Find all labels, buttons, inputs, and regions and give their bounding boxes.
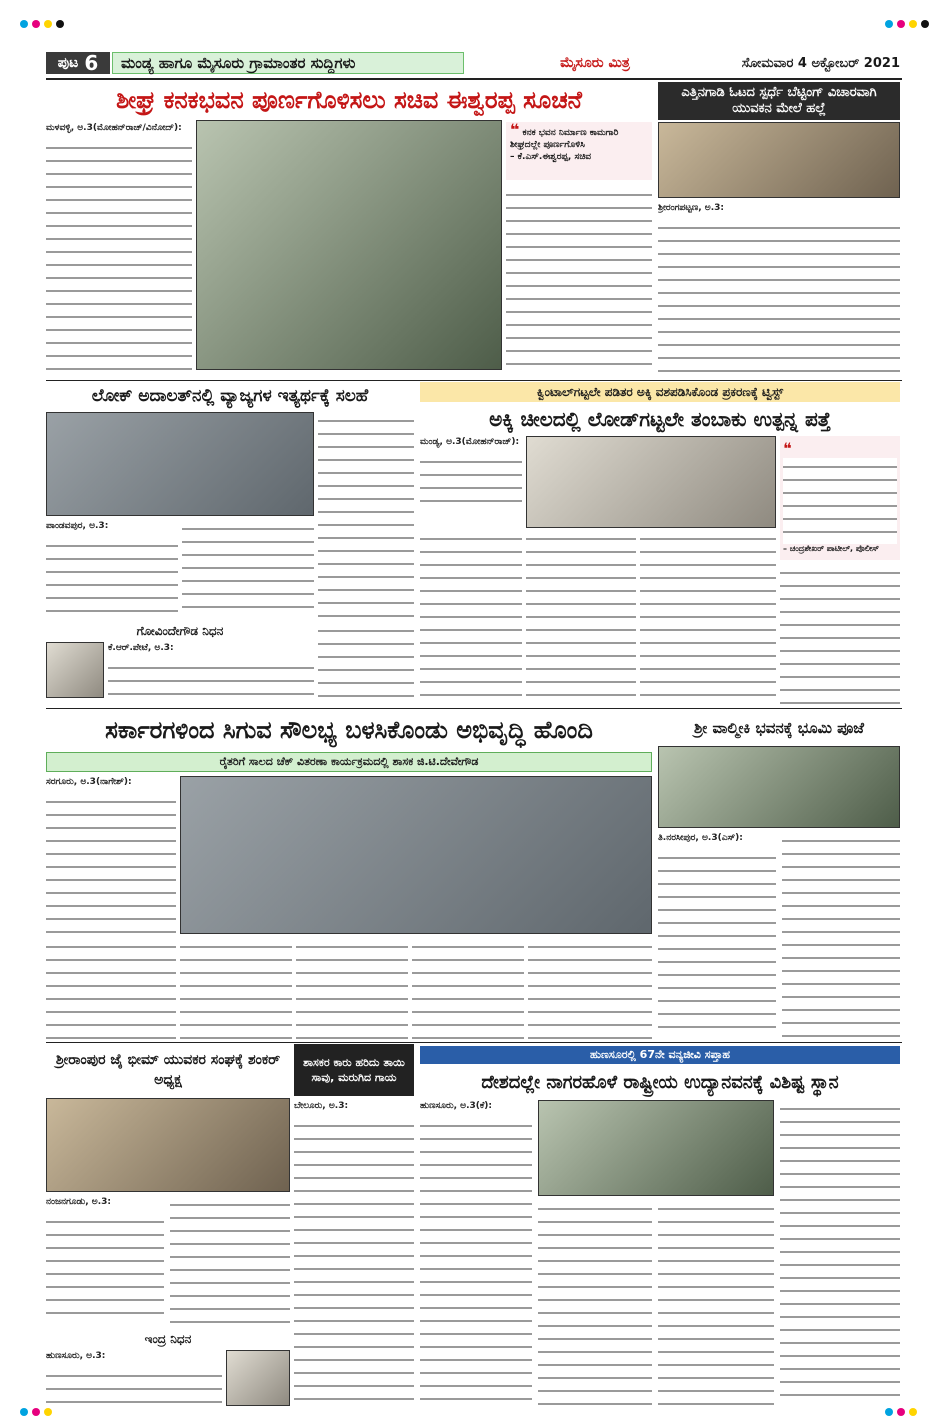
article-schemes-col3 [296,938,408,1040]
kicker-tobacco: ಕ್ವಿಂಟಾಲ್‌ಗಟ್ಟಲೇ ಪಡಿತರ ಅಕ್ಕಿ ವಶಪಡಿಸಿಕೊಂಡ ಪ್ರಕರಣಕ್ಕೆ ಟ್ವಿಸ್ಟ್ [420,382,900,402]
dateline: ಮಂಡ್ಯ, ಅ.3(ಮೋಹನ್‌ರಾಜ್): [420,437,520,447]
subhead-schemes: ರೈತರಿಗೆ ಸಾಲದ ಚೆಕ್ ವಿತರಣಾ ಕಾರ್ಯಕ್ರಮದಲ್ಲಿ ಶಾಸಕ ಜಿ.ಟಿ.ದೇವೇಗೌಡ [46,752,652,772]
article-bullock [658,202,900,378]
article-tobacco-intro [420,436,522,504]
article-tobacco-col4 [780,564,900,706]
article-kanaka-col1 [46,122,192,384]
dateline: ಸರಗೂರು, ಅ.3(ನಾಗೇಶ್): [46,777,132,787]
headline-schemes: ಸರ್ಕಾರಗಳಿಂದ ಸಿಗುವ ಸೌಲಭ್ಯ ಬಳಸಿಕೊಂಡು ಅಭಿವೃದ್ಧಿ ಹೊಂದಿ [105,716,593,744]
article-tobacco-col3 [640,530,776,706]
photo-cheque-distribution [180,776,652,934]
article-jai-bhim-col2 [170,1196,290,1326]
photo-wildlife-event [538,1100,774,1196]
headline-jai-bhim: ಶ್ರೀರಾಂಪುರ ಜೈ ಭೀಮ್ ಯುವಕರ ಸಂಘಕ್ಕೆ ಶಂಕರ್ ಅಧ್ಯಕ್ಷ [55,1052,281,1088]
headline-tobacco: ಅಕ್ಕಿ ಚೀಲದಲ್ಲಿ ಲೋಡ್‌ಗಟ್ಟಲೇ ತಂಬಾಕು ಉತ್ಪನ್ನ ಪತ್ತೆ [489,407,831,431]
quote-title: ಕನಕ ಭವನ ನಿರ್ಮಾಣ ಕಾಮಗಾರಿ ಶೀಘ್ರದಲ್ಲೇ ಪೂರ್ಣಗೊಳಿಸಿ [510,128,619,150]
dateline: ಪಾಂಡವಪುರ, ಅ.3: [46,521,109,531]
registration-dot [44,20,52,28]
photo-lok-adalat [46,412,314,516]
issue-date: ಸೋಮವಾರ 4 ಅಕ್ಟೋಬರ್ 2021 [741,55,900,71]
row-divider [46,708,902,709]
quote-author: – ಚಂದ್ರಶೇಖರ್ ಪಾಟೀಲ್, ಪೊಲೀಸ್ [783,544,880,553]
photo-kanaka-ceremony [196,120,502,370]
article-schemes-col5 [528,938,652,1040]
article-kanaka-col4 [506,186,652,376]
headline-valmiki: ಶ್ರೀ ವಾಲ್ಮೀಕಿ ಭವನಕ್ಕೆ ಭೂಮಿ ಪೂಜೆ [694,719,864,737]
dateline: ಶ್ರೀರಂಗಪಟ್ಟಣ, ಅ.3: [658,203,724,213]
page-number: 6 [84,51,99,75]
headline-lok-adalat: ಲೋಕ್ ಅದಾಲತ್‌ನಲ್ಲಿ ವ್ಯಾಜ್ಯಗಳ ಇತ್ಯರ್ಥಕ್ಕೆ ಸಲಹೆ [91,386,369,406]
quote-box-tobacco [780,436,900,560]
registration-dot [909,1408,917,1416]
article-kanaka-col2 [196,372,342,378]
dateline: ತಿ.ನರಸೀಪುರ, ಅ.3(ಎಸ್): [658,833,743,843]
quote-author: – ಕೆ.ಎಸ್.ಈಶ್ವರಪ್ಪ, ಸಚಿವ [510,152,592,162]
photo-indra [226,1350,290,1406]
article-lok-adalat-col1 [46,520,178,618]
dateline: ಕೆ.ಆರ್.ಪೇಟೆ, ಅ.3: [108,643,174,653]
dateline: ಹುಣಸೂರು, ಅ.3(ಕೆ): [420,1101,493,1111]
quote-mark-icon: ❝ [783,439,792,458]
registration-dot [897,20,905,28]
article-lok-adalat-col3 [318,412,414,618]
registration-dot [44,1408,52,1416]
article-wildlife-col4 [780,1100,900,1406]
headline-obituary: ಗೋವಿಂದೇಗೌಡ ನಿಧನ [136,623,224,638]
registration-dot [885,20,893,28]
photo-obituary [46,642,104,698]
photo-valmiki-pooja [658,746,900,828]
dateline: ಮಳವಳ್ಳಿ, ಅ.3(ಮೋಹನ್‌ರಾಜ್/ವಿನೋದ್): [46,123,182,133]
headline-wildlife: ದೇಶದಲ್ಲೇ ನಾಗರಹೊಳೆ ರಾಷ್ಟ್ರೀಯ ಉದ್ಯಾನವನಕ್ಕೆ ವಿಶಿಷ್ಟ ಸ್ಥಾನ [481,1071,839,1093]
banner-wildlife: ಹುಣಸೂರಲ್ಲಿ 67ನೇ ವನ್ಯಜೀವಿ ಸಪ್ತಾಹ [420,1046,900,1064]
dateline: ನಂಜನಗೂಡು, ಅ.3: [46,1197,112,1207]
article-valmiki-col1 [658,832,776,1040]
article-kanaka-col3 [346,372,502,378]
article-obituary [108,642,314,706]
page-number-badge [46,52,110,74]
quote-mark-icon: ❝ [510,120,520,139]
article-schemes-col4 [412,938,524,1040]
quote-box-kanaka [506,122,652,180]
headline-kanaka: ಶೀಘ್ರ ಕನಕಭವನ ಪೂರ್ಣಗೊಳಿಸಲು ಸಚಿವ ಈಶ್ವರಪ್ಪ ಸೂಚನೆ [116,86,582,114]
body-text-lines [46,139,192,379]
article-jai-bhim-col1 [46,1196,164,1326]
registration-dot [32,1408,40,1416]
article-wildlife-col3 [658,1200,774,1406]
article-wildlife-col1 [420,1100,532,1406]
registration-dot [32,20,40,28]
registration-dot [921,20,929,28]
article-schemes-col2 [180,938,292,1040]
photo-tobacco-sacks [526,436,776,528]
photo-bullock-race [658,122,900,198]
article-tobacco-col1 [420,530,522,706]
headline-indra: ಇಂದ್ರ ನಿಧನ [144,1331,192,1346]
newspaper-name: ಮೈಸೂರು ಮಿತ್ರ [560,55,630,71]
article-valmiki-col2 [782,832,900,1040]
registration-dot [897,1408,905,1416]
article-tobacco-col2 [526,530,636,706]
article-lok-adalat-col2 [182,520,314,618]
header-rule [46,78,902,80]
headline-bullock: ಎತ್ತಿನಗಾಡಿ ಓಟದ ಸ್ಪರ್ಧೆ ಬೆಟ್ಟಿಂಗ್ ವಿಚಾರವಾಗಿ ಯುವಕನ ಮೇಲೆ ಹಲ್ಲೆ [658,82,900,120]
registration-dot [909,20,917,28]
row-divider [46,1042,902,1043]
article-cow [294,1100,414,1406]
section-title: ಮಂಡ್ಯ ಹಾಗೂ ಮೈಸೂರು ಗ್ರಾಮಾಂತರ ಸುದ್ದಿಗಳು [112,52,464,74]
registration-dot [20,1408,28,1416]
headline-cow: ಶಾಸಕರ ಕಾರು ಹರಿದು ತಾಯಿ ಸಾವು, ಮರುಗಿದ ಗಾಯ [294,1044,414,1096]
article-lok-adalat-col3-cont [318,622,414,706]
registration-dot [56,20,64,28]
article-schemes-col1 [46,776,176,934]
body-text-lines [658,219,900,375]
registration-dot [20,20,28,28]
dateline: ಬೇಲೂರು, ಅ.3: [294,1101,349,1111]
dateline: ಹುಣಸೂರು, ಅ.3: [46,1351,106,1361]
photo-jai-bhim [46,1098,290,1192]
article-schemes-col1-cont [46,938,176,1040]
article-wildlife-col2 [538,1200,652,1406]
registration-dot [885,1408,893,1416]
row-divider [46,380,902,381]
article-indra [46,1350,222,1406]
page-label: ಪುಟ [57,55,79,71]
